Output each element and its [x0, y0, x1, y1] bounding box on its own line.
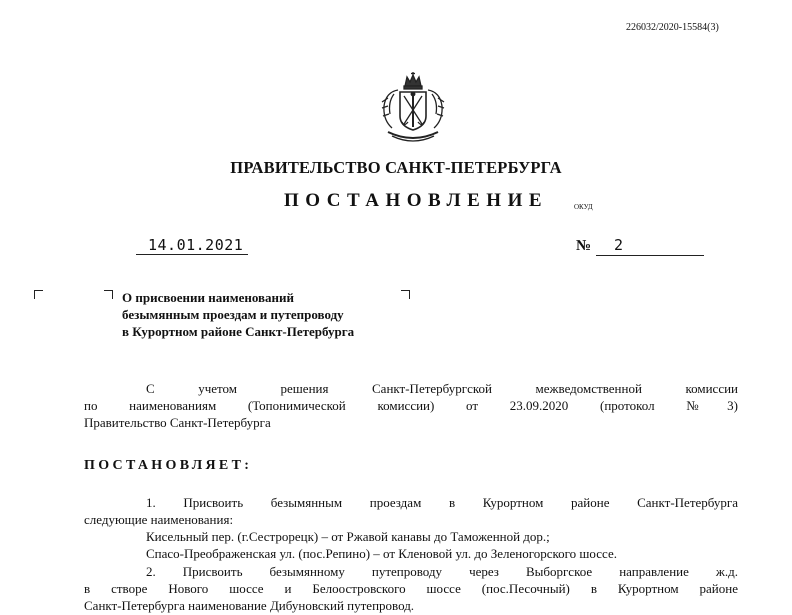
coat-of-arms-icon [378, 72, 448, 146]
item-2-line: Санкт-Петербурга наименование Дибуновский путепровод. [84, 598, 415, 613]
decree-subject [122, 289, 354, 340]
registration-number: 226032/2020-15584(3) [626, 22, 719, 33]
item-1 [84, 494, 738, 562]
number-underline [596, 255, 704, 256]
decree-date: 14.01.2021 [148, 236, 244, 254]
corner-mark-left [34, 290, 43, 299]
corner-mark-right [401, 290, 410, 299]
preamble-line: Правительство Санкт-Петербурга [84, 415, 271, 430]
preamble [84, 380, 738, 431]
subject-line: в Курортном районе Санкт-Петербурга [122, 324, 355, 339]
decree-number: 2 [614, 236, 624, 254]
government-name: ПРАВИТЕЛЬСТВО САНКТ-ПЕТЕРБУРГА [230, 158, 562, 177]
subject-line: безымянным проездам и путепроводу [122, 307, 344, 322]
item-2-line: 2. Присвоить безымянному путепроводу через Выборгское направление ж.д. [146, 564, 738, 579]
corner-mark-middle [104, 290, 113, 299]
subject-line: О присвоении наименований [122, 290, 295, 305]
item-1-line: 1. Присвоить безымянным проездам в Курортном районе Санкт-Петербурга [146, 495, 738, 510]
street-name-entry: Спасо-Преображенская ул. (пос.Репино) – от Кленовой ул. до Зеленогорского шоссе. [146, 546, 617, 561]
resolves-heading: ПОСТАНОВЛЯЕТ: [84, 458, 253, 473]
number-label: № [576, 238, 592, 254]
preamble-line: С учетом решения Санкт-Петербургской межведомственной комиссии [146, 381, 738, 396]
decree-title: ПОСТАНОВЛЕНИЕ [284, 190, 549, 211]
street-name-entry: Кисельный пер. (г.Сестрорецк) – от Ржавой канавы до Таможенной дор.; [146, 529, 550, 544]
item-1-line: следующие наименования: [84, 512, 234, 527]
okud-label: ОКУД [574, 203, 593, 211]
date-underline [136, 254, 248, 255]
preamble-line: по наименованиям (Топонимической комиссии) от 23.09.2020 (протокол №3) [84, 398, 738, 413]
item-2 [84, 563, 738, 614]
item-2-line: в створе Нового шоссе и Белоостровского шоссе (пос.Песочный) в Курортном районе [84, 581, 738, 596]
